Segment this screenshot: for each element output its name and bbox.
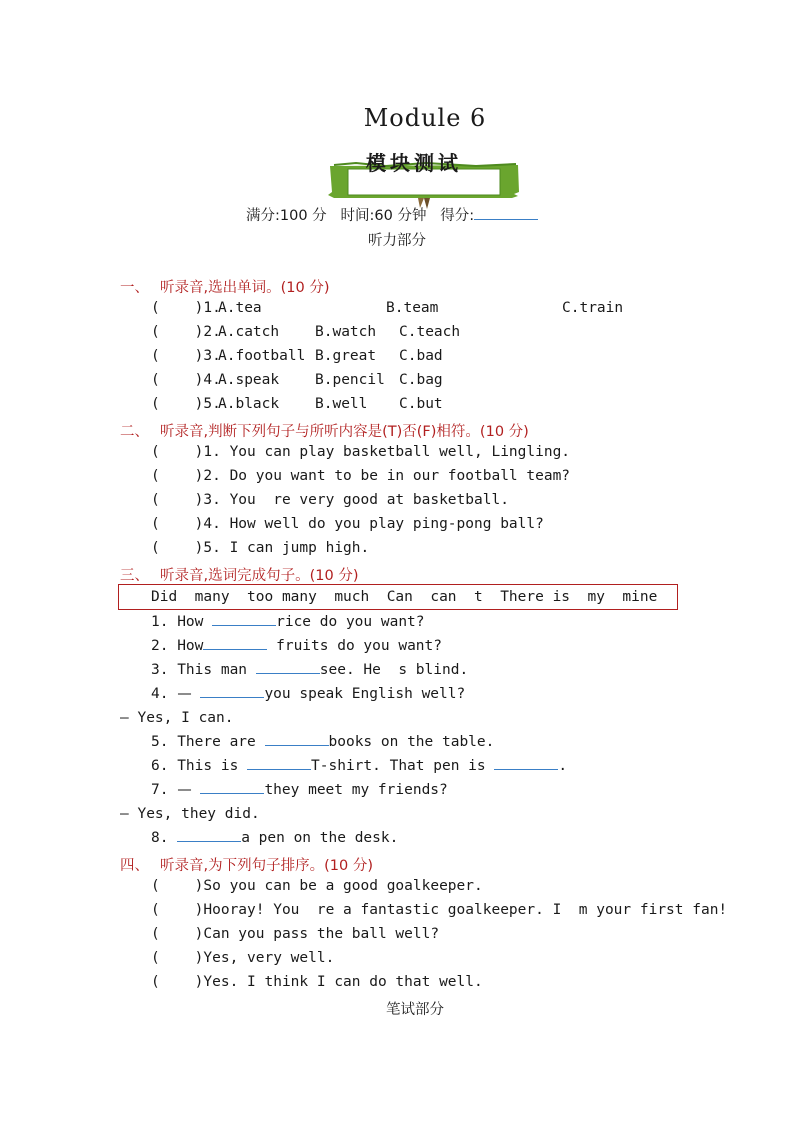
section-1-heading: 一、 听录音,选出单词。(10 分) (120, 280, 330, 296)
s4-item-3[interactable]: ( )Can you pass the ball well? (151, 926, 440, 942)
s3-blank-6a[interactable] (247, 768, 311, 770)
s1-q2-option-a: A.catch (218, 324, 280, 340)
s3-blank-1[interactable] (212, 624, 276, 626)
s1-q3-option-b: B.great (315, 348, 377, 364)
s3-blank-5[interactable] (265, 744, 329, 746)
s3-item-2: 2. How fruits do you want? (151, 638, 442, 654)
s3-answer-7: — Yes, they did. (120, 806, 260, 822)
s1-q1-option-a: A.tea (218, 300, 262, 316)
full-score-label: 满分:100 分 (246, 208, 327, 224)
s1-q5-option-c: C.but (399, 396, 443, 412)
s4-item-1[interactable]: ( )So you can be a good goalkeeper. (151, 878, 483, 894)
s2-item-4[interactable]: ( )4. How well do you play ping-pong ball? (151, 516, 544, 532)
s1-q1-option-b: B.team (386, 300, 439, 316)
s1-q5-option-a: A.black (218, 396, 280, 412)
s3-item-1: 1. How rice do you want? (151, 614, 425, 630)
s1-q3-option-c: C.bad (399, 348, 443, 364)
s1-q4-option-b: B.pencil (315, 372, 385, 388)
s3-blank-4[interactable] (200, 696, 264, 698)
listening-heading: 听力部分 (368, 233, 426, 249)
s2-item-5[interactable]: ( )5. I can jump high. (151, 540, 370, 556)
s4-item-2[interactable]: ( )Hooray! You re a fantastic goalkeeper. I m your first fan! (151, 902, 728, 918)
s3-item-4: 4. — you speak English well? (151, 686, 466, 702)
s1-q3-option-a: A.football (218, 348, 306, 364)
s1-q2-option-c: C.teach (399, 324, 461, 340)
got-score-label: 得分: (440, 208, 475, 224)
s1-q1-option-c: C.train (562, 300, 624, 316)
s1-q4-option-c: C.bag (399, 372, 443, 388)
s3-item-3: 3. This man see. He s blind. (151, 662, 469, 678)
s1-q5-number[interactable]: ( )5. (151, 396, 221, 412)
module-test-banner (316, 143, 512, 191)
writing-heading: 笔试部分 (386, 1002, 444, 1018)
s3-blank-6b[interactable] (494, 768, 558, 770)
s3-blank-3[interactable] (256, 672, 320, 674)
s1-q1-number[interactable]: ( )1. (151, 300, 221, 316)
section-3-heading: 三、 听录音,选词完成句子。(10 分) (120, 568, 359, 584)
s1-q3-number[interactable]: ( )3. (151, 348, 221, 364)
s3-answer-4: — Yes, I can. (120, 710, 234, 726)
banner-text: 模块测试 (366, 151, 462, 175)
s3-item-6: 6. This is T-shirt. That pen is . (151, 758, 568, 774)
s3-item-7: 7. — they meet my friends? (151, 782, 448, 798)
score-meta (246, 204, 538, 225)
word-bank: Did many too many much Can can t There is my mine (151, 589, 658, 605)
s1-q4-number[interactable]: ( )4. (151, 372, 221, 388)
s1-q2-number[interactable]: ( )2. (151, 324, 221, 340)
s4-item-5[interactable]: ( )Yes. I think I can do that well. (151, 974, 483, 990)
s1-q4-option-a: A.speak (218, 372, 280, 388)
page-title: Module 6 (363, 104, 487, 132)
s2-item-3[interactable]: ( )3. You re very good at basketball. (151, 492, 509, 508)
s2-item-1[interactable]: ( )1. You can play basketball well, Lingling. (151, 444, 571, 460)
s3-item-8: 8. a pen on the desk. (151, 830, 399, 846)
s2-item-2[interactable]: ( )2. Do you want to be in our football team? (151, 468, 571, 484)
s4-item-4[interactable]: ( )Yes, very well. (151, 950, 335, 966)
time-label: 时间:60 分钟 (340, 208, 427, 224)
s3-blank-8[interactable] (177, 840, 241, 842)
s3-item-5: 5. There are books on the table. (151, 734, 495, 750)
s1-q5-option-b: B.well (315, 396, 368, 412)
s3-blank-7[interactable] (200, 792, 264, 794)
section-2-heading: 二、 听录音,判断下列句子与所听内容是(T)否(F)相符。(10 分) (120, 424, 529, 440)
section-4-heading: 四、 听录音,为下列句子排序。(10 分) (120, 858, 373, 874)
score-blank[interactable] (474, 218, 538, 220)
s3-blank-2[interactable] (203, 648, 267, 650)
s1-q2-option-b: B.watch (315, 324, 377, 340)
